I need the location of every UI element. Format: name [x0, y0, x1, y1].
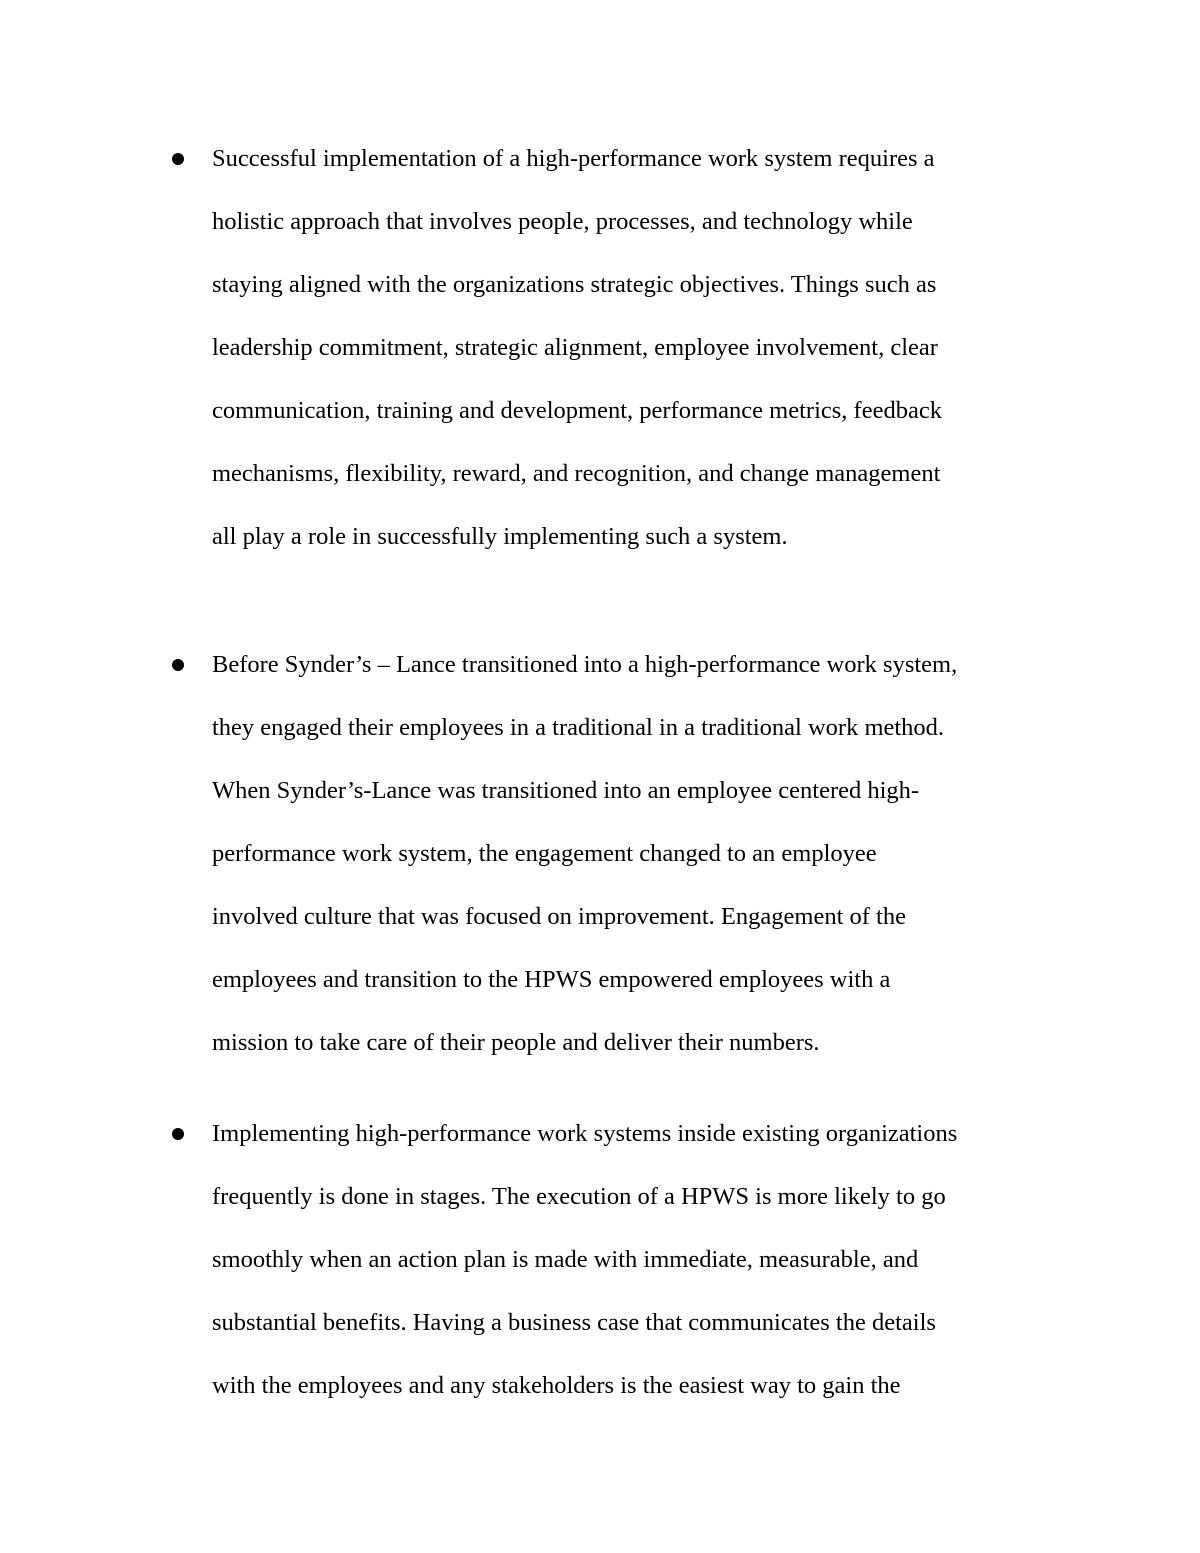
text-line: staying aligned with the organizations strategic objectives. Things such as: [212, 271, 937, 298]
text-line: leadership commitment, strategic alignment, employee involvement, clear: [212, 334, 938, 361]
text-line: substantial benefits. Having a business case that communicates the details: [212, 1309, 936, 1336]
text-line: Implementing high-performance work systems inside existing organizations: [212, 1120, 958, 1147]
text-line: holistic approach that involves people, processes, and technology while: [212, 208, 913, 235]
text-line: When Synder’s-Lance was transitioned into an employee centered high-: [212, 777, 920, 804]
text-line: frequently is done in stages. The execution of a HPWS is more likely to go: [212, 1183, 946, 1210]
text-line: employees and transition to the HPWS empowered employees with a: [212, 966, 891, 993]
bullet-icon: [172, 659, 184, 671]
text-line: smoothly when an action plan is made with immediate, measurable, and: [212, 1246, 919, 1273]
text-line: mission to take care of their people and deliver their numbers.: [212, 1029, 820, 1056]
text-line: Before Synder’s – Lance transitioned into a high-performance work system,: [212, 651, 958, 678]
text-line: Successful implementation of a high-performance work system requires a: [212, 145, 935, 172]
text-line: mechanisms, flexibility, reward, and recognition, and change management: [212, 460, 941, 487]
bullet-icon: [172, 153, 184, 165]
text-line: communication, training and development, performance metrics, feedback: [212, 397, 942, 424]
text-line: involved culture that was focused on improvement. Engagement of the: [212, 903, 906, 930]
text-line: they engaged their employees in a traditional in a traditional work method.: [212, 714, 945, 741]
text-line: performance work system, the engagement changed to an employee: [212, 840, 877, 867]
text-line: all play a role in successfully implementing such a system.: [212, 523, 788, 550]
text-line: with the employees and any stakeholders is the easiest way to gain the: [212, 1372, 901, 1399]
bullet-icon: [172, 1128, 184, 1140]
